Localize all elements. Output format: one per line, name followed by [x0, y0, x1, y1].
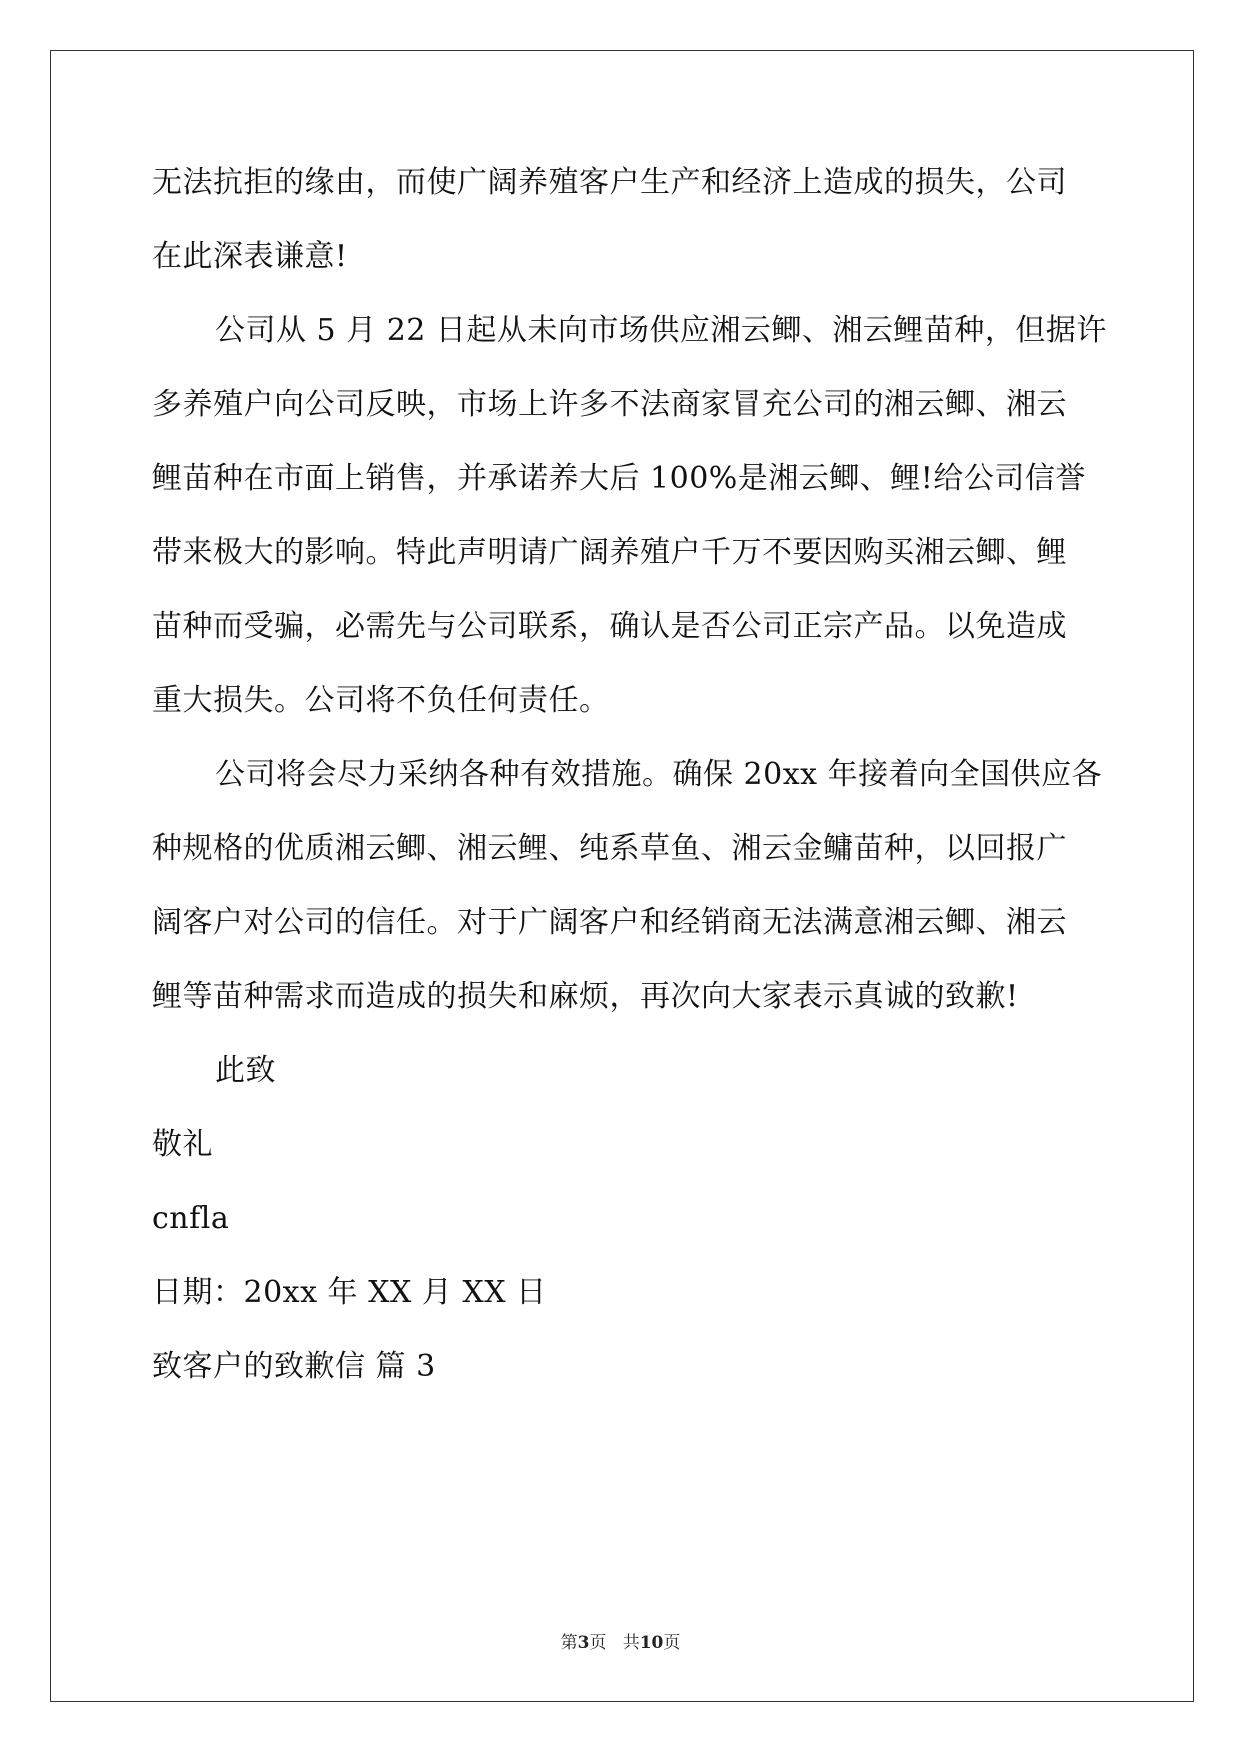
text-line-8: 重大损失。公司将不负任何责任。	[152, 683, 610, 718]
text-line-10: 种规格的优质湘云鲫、湘云鲤、纯系草鱼、湘云金鳙苗种，以回报广	[152, 831, 1067, 866]
text-line-5: 鲤苗种在市面上销售，并承诺养大后 100%是湘云鲫、鲤!给公司信誉	[152, 461, 1086, 496]
text-line-9: 公司将会尽力采纳各种有效措施。确保 20xx 年接着向全国供应各	[215, 757, 1103, 792]
text-line-11: 阔客户对公司的信任。对于广阔客户和经销商无法满意湘云鲫、湘云	[152, 905, 1067, 940]
footer-prefix: 第	[560, 1633, 578, 1653]
text-line-7: 苗种而受骗，必需先与公司联系，确认是否公司正宗产品。以免造成	[152, 609, 1067, 644]
footer-total-prefix: 共	[622, 1633, 640, 1653]
page-border	[50, 50, 1194, 1702]
closing-regards: 敬礼	[152, 1127, 213, 1162]
text-line-2: 在此深表谦意!	[152, 239, 348, 274]
text-line-1: 无法抗拒的缘由，而使广阔养殖客户生产和经济上造成的损失，公司	[152, 165, 1067, 200]
footer-total-pages: 10	[639, 1633, 664, 1653]
footer-page-word: 页	[589, 1633, 607, 1653]
page-footer	[0, 1631, 1241, 1655]
footer-current-page: 3	[577, 1633, 590, 1653]
closing-salutation: 此致	[215, 1053, 276, 1088]
section-heading: 致客户的致歉信 篇 3	[152, 1349, 436, 1384]
text-line-6: 带来极大的影响。特此声明请广阔养殖户千万不要因购买湘云鲫、鲤	[152, 535, 1067, 570]
footer-total-suffix: 页	[663, 1633, 681, 1653]
text-line-12: 鲤等苗种需求而造成的损失和麻烦，再次向大家表示真诚的致歉!	[152, 979, 1019, 1014]
text-line-3: 公司从 5 月 22 日起从未向市场供应湘云鲫、湘云鲤苗种，但据许	[215, 313, 1107, 348]
text-line-4: 多养殖户向公司反映，市场上许多不法商家冒充公司的湘云鲫、湘云	[152, 387, 1067, 422]
date-line: 日期：20xx 年 XX 月 XX 日	[152, 1275, 547, 1310]
signature: cnfla	[152, 1201, 230, 1236]
